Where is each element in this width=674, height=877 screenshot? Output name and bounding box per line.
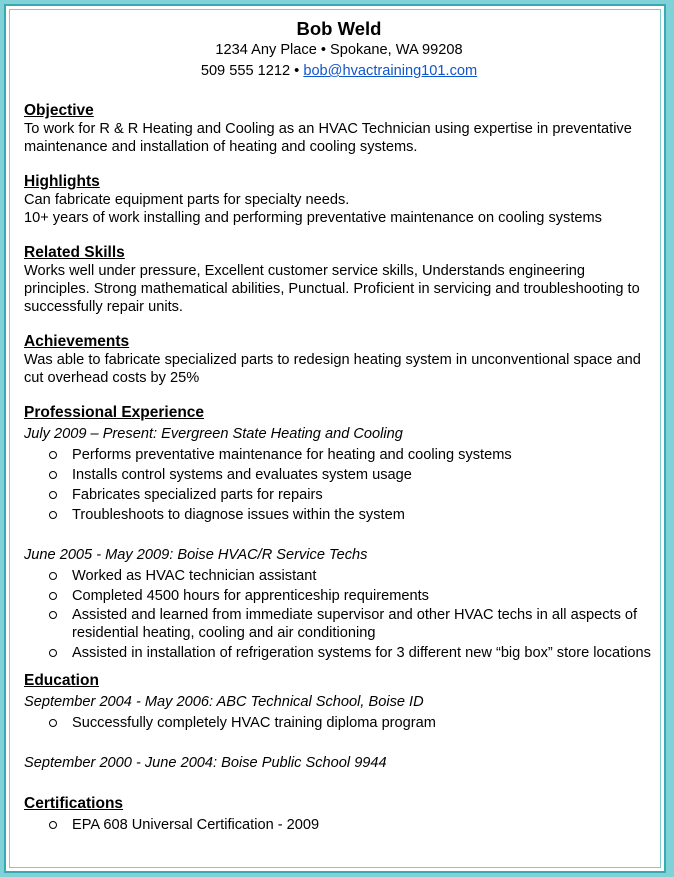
education-heading: Education xyxy=(24,672,99,689)
education-entry-title: September 2004 - May 2006: ABC Technical School, Boise ID xyxy=(24,694,424,710)
spacer xyxy=(24,525,654,545)
certifications-section xyxy=(24,795,654,835)
list-item: Fabricates specialized parts for repairs xyxy=(24,485,654,505)
resume-document xyxy=(24,18,654,835)
certifications-list xyxy=(24,815,654,835)
achievements-heading: Achievements xyxy=(24,333,130,350)
highlight-line: Can fabricate equipment parts for specialty needs. xyxy=(24,192,350,208)
list-item: EPA 608 Universal Certification - 2009 xyxy=(24,815,654,835)
job-bullet-list xyxy=(24,566,654,662)
experience-heading: Professional Experience xyxy=(24,404,205,421)
highlight-line: 10+ years of work installing and performing preventative maintenance on cooling systems xyxy=(24,210,602,226)
education-section xyxy=(24,672,654,773)
objective-text: To work for R & R Heating and Cooling as an HVAC Technician using expertise in preventative maintenance and installation of heating and cooling systems. xyxy=(24,121,632,155)
job-title: June 2005 - May 2009: Boise HVAC/R Service Techs xyxy=(24,547,368,563)
list-item: Troubleshoots to diagnose issues within the system xyxy=(24,505,654,525)
education-bullet-list xyxy=(24,713,654,733)
objective-heading: Objective xyxy=(24,102,94,119)
list-item: Completed 4500 hours for apprenticeship requirements xyxy=(24,586,654,606)
job-bullet-list xyxy=(24,445,654,525)
skills-section xyxy=(24,244,654,316)
email-link[interactable]: bob@hvactraining101.com xyxy=(303,63,478,79)
job-title: July 2009 – Present: Evergreen State Heating and Cooling xyxy=(24,426,403,442)
achievements-text: Was able to fabricate specialized parts to redesign heating system in unconventional space and cut overhead costs by 25% xyxy=(24,352,641,386)
list-item: Installs control systems and evaluates system usage xyxy=(24,465,654,485)
list-item: Successfully completely HVAC training diploma program xyxy=(24,713,654,733)
list-item: Worked as HVAC technician assistant xyxy=(24,566,654,586)
list-item: Performs preventative maintenance for heating and cooling systems xyxy=(24,445,654,465)
education-entry-title: September 2000 - June 2004: Boise Public School 9944 xyxy=(24,755,387,771)
experience-section xyxy=(24,404,654,662)
highlights-section xyxy=(24,173,654,227)
achievements-section xyxy=(24,333,654,387)
skills-heading: Related Skills xyxy=(24,244,125,261)
resume-name: Bob Weld xyxy=(296,18,382,39)
list-item: Assisted and learned from immediate supervisor and other HVAC techs in all aspects of residential heating, cooling and air conditioning xyxy=(24,606,654,642)
spacer xyxy=(24,733,654,753)
highlights-heading: Highlights xyxy=(24,173,100,190)
address-line: 1234 Any Place • Spokane, WA 99208 xyxy=(215,42,463,58)
certifications-heading: Certifications xyxy=(24,795,124,812)
list-item: Assisted in installation of refrigeration systems for 3 different new “big box” store locations xyxy=(24,644,654,662)
phone-text: 509 555 1212 • xyxy=(200,63,304,79)
skills-text: Works well under pressure, Excellent customer service skills, Understands engineering principles. Strong mathematical abilities, Punctual. Proficient in servicing and troubleshooting to successfully repair units. xyxy=(24,263,640,315)
contact-line xyxy=(24,61,654,82)
objective-section xyxy=(24,102,654,156)
page-frame xyxy=(4,4,666,873)
